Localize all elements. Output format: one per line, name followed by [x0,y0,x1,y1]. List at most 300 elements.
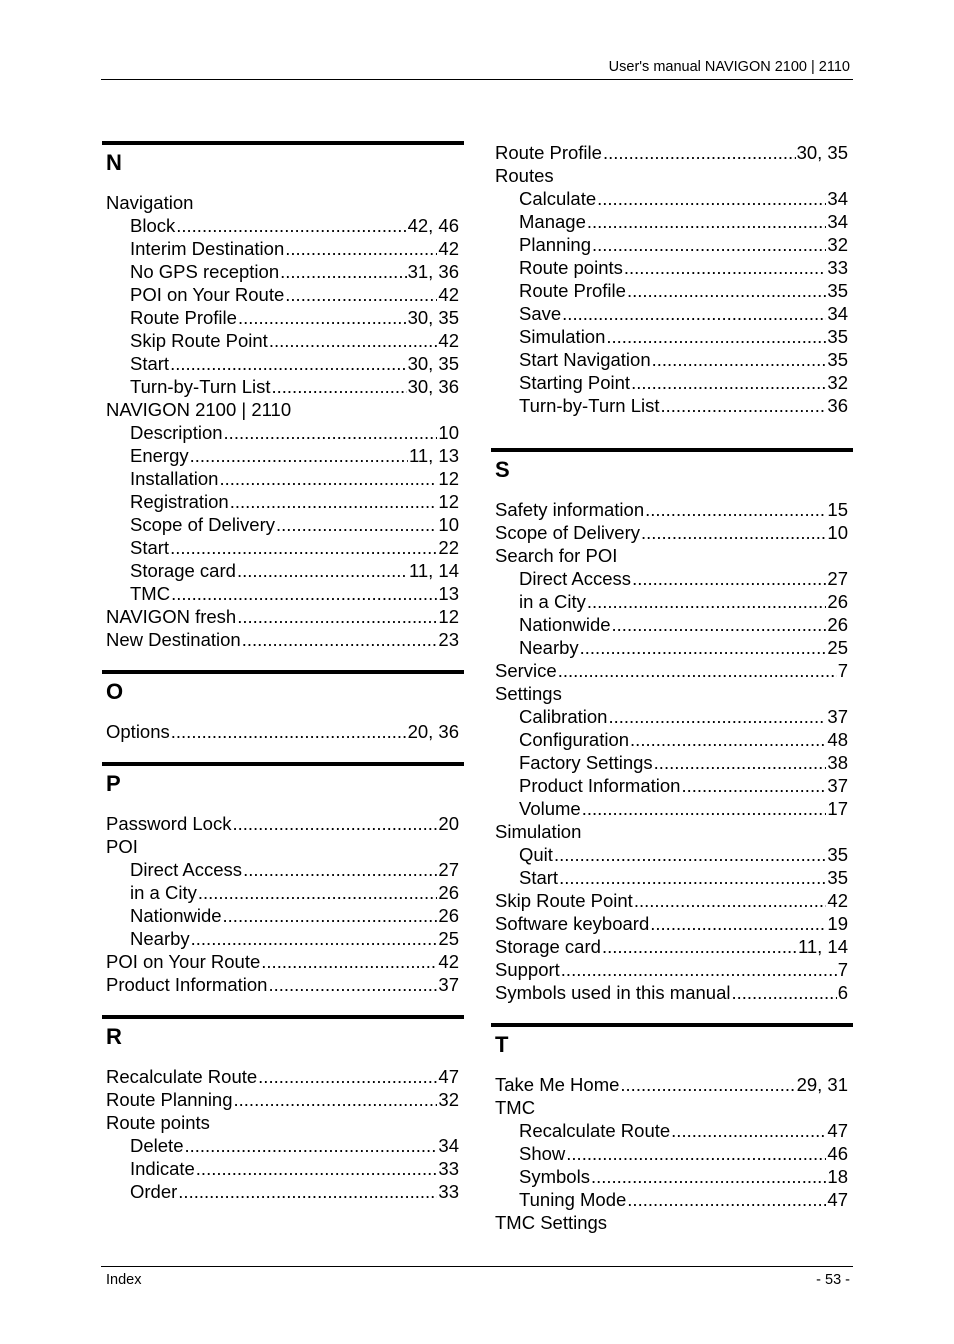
dot-leader [631,371,826,394]
index-page-ref: 25 [438,928,459,949]
index-subentry [102,582,464,605]
dot-leader [170,352,406,375]
index-page-ref: 32 [827,372,848,393]
index-subentry [102,237,464,260]
index-term: Direct Access [519,568,632,589]
index-term: Product Information [519,775,681,796]
index-subentry [491,797,853,820]
index-subentry [102,927,464,950]
index-page-ref: 33 [827,257,848,278]
index-subentry [491,302,853,325]
index-term: POI on Your Route [130,284,285,305]
dot-leader [627,1188,826,1211]
dot-leader [184,1134,437,1157]
index-subentry [491,843,853,866]
index-page-ref: 11, 14 [408,560,459,581]
index-page-ref: 11, 13 [408,445,459,466]
dot-leader [591,1165,826,1188]
index-term: NAVIGON fresh [106,606,237,627]
index-term: Quit [519,844,553,865]
index-term: No GPS reception [130,261,280,282]
index-page-ref: 32 [438,1089,459,1110]
index-term: Skip Route Point [495,890,633,911]
dot-leader [661,394,827,417]
dot-leader [269,329,438,352]
index-term: Software keyboard [495,913,650,934]
index-page-ref: 35 [827,280,848,301]
index-page-ref: 35 [827,349,848,370]
index-entry [491,889,853,912]
index-page-ref: 37 [827,706,848,727]
index-entry [491,544,853,567]
index-term: Planning [519,234,592,255]
dot-leader [602,935,797,958]
index-subentry [491,751,853,774]
dot-leader [566,1142,826,1165]
dot-leader [592,233,826,256]
index-subentry [102,306,464,329]
dot-leader [234,1088,438,1111]
index-term: TMC Settings [495,1212,608,1233]
index-entry [491,1211,853,1234]
index-term: Safety information [495,499,645,520]
index-page-ref: 31, 36 [407,261,459,282]
dot-leader [554,843,826,866]
dot-leader [196,1157,438,1180]
header-divider [101,79,853,80]
index-term: Routes [495,165,554,186]
index-subentry [491,866,853,889]
index-term: Storage card [130,560,236,581]
index-entry [491,164,853,187]
index-term: Description [130,422,223,443]
index-letter-section [102,1015,464,1203]
index-entry [491,912,853,935]
index-subentry [102,559,464,582]
index-page-ref: 34 [438,1135,459,1156]
index-term: Symbols used in this manual [495,982,731,1003]
index-term: Starting Point [519,372,631,393]
index-entry [102,398,464,421]
index-page-ref: 27 [827,568,848,589]
index-page-ref: 20 [438,813,459,834]
index-subentry [102,536,464,559]
dot-leader [285,283,437,306]
footer-section-label: Index [106,1272,142,1288]
index-entry-list [102,177,464,651]
index-entry [491,141,853,164]
index-page-ref: 37 [827,775,848,796]
index-page-ref: 33 [438,1181,459,1202]
index-page-ref: 42 [438,951,459,972]
index-page-ref: 42 [438,284,459,305]
index-subentry [491,348,853,371]
dot-leader [603,141,796,164]
index-letter-heading: T [491,1023,853,1059]
index-term: Scope of Delivery [495,522,640,543]
index-page-ref: 34 [827,303,848,324]
index-term: Nationwide [130,905,222,926]
dot-leader [632,567,826,590]
index-entry-list [102,706,464,743]
index-entry [102,191,464,214]
index-term: Simulation [519,326,606,347]
index-term: Turn-by-Turn List [130,376,271,397]
index-term: Turn-by-Turn List [519,395,660,416]
index-page-ref: 30, 35 [796,142,848,163]
dot-leader [272,375,407,398]
index-letter-heading: N [102,141,464,177]
index-subentry [102,1180,464,1203]
index-page-ref: 42 [827,890,848,911]
index-page-ref: 34 [827,188,848,209]
index-term: Take Me Home [495,1074,620,1095]
dot-leader [654,751,827,774]
dot-leader [285,237,437,260]
index-entry [102,1088,464,1111]
index-subentry [102,329,464,352]
index-entry [102,812,464,835]
index-page-ref: 36 [827,395,848,416]
index-letter-heading: O [102,670,464,706]
dot-leader [170,536,437,559]
index-term: Nearby [130,928,190,949]
index-subentry [102,1134,464,1157]
index-entry-list [491,1059,853,1234]
index-term: Delete [130,1135,184,1156]
index-subentry [102,467,464,490]
index-subentry [491,613,853,636]
dot-leader [178,1180,437,1203]
index-subentry [491,728,853,751]
index-page-ref: 26 [438,905,459,926]
index-term: Support [495,959,560,980]
index-term: Direct Access [130,859,243,880]
index-page-ref: 35 [827,326,848,347]
index-term: Nationwide [519,614,611,635]
index-subentry [102,904,464,927]
index-page-ref: 27 [438,859,459,880]
dot-leader [645,498,826,521]
index-term: Volume [519,798,581,819]
index-term: Interim Destination [130,238,285,259]
index-letter-section [491,448,853,1004]
index-term: TMC [130,583,171,604]
index-page-ref: 7 [837,959,848,980]
index-subentry [491,1142,853,1165]
index-entry [102,628,464,651]
index-term: Settings [495,683,562,704]
page-header-title: User's manual NAVIGON 2100 | 2110 [608,59,850,75]
index-subentry [491,233,853,256]
dot-leader [276,513,437,536]
index-entry [491,1073,853,1096]
dot-leader [191,927,438,950]
index-page-ref: 35 [827,844,848,865]
index-letter-section [491,1023,853,1234]
index-term: Start [130,537,170,558]
index-term: Simulation [495,821,582,842]
index-entry [491,820,853,843]
index-subentry [102,260,464,283]
index-page-ref: 38 [827,752,848,773]
index-column-left [102,141,464,1203]
index-subentry [491,279,853,302]
dot-leader [237,605,437,628]
index-term: Indicate [130,1158,195,1179]
index-page-ref: 47 [438,1066,459,1087]
index-term: Search for POI [495,545,618,566]
index-term: Symbols [519,1166,590,1187]
index-entry [491,521,853,544]
index-continued-list [491,141,853,417]
dot-leader [624,256,827,279]
index-term: Route points [106,1112,210,1133]
dot-leader [176,214,406,237]
index-page-ref: 47 [827,1120,848,1141]
index-subentry [491,636,853,659]
index-subentry [102,858,464,881]
index-term: Nearby [519,637,579,658]
index-entry [491,981,853,1004]
index-entry [491,1096,853,1119]
index-term: Energy [130,445,189,466]
index-entry [491,659,853,682]
dot-leader [641,521,826,544]
index-term: Configuration [519,729,630,750]
index-term: Password Lock [106,813,232,834]
index-page-ref: 15 [827,499,848,520]
dot-leader [562,302,826,325]
index-subentry [491,1165,853,1188]
index-entry-list [491,484,853,1004]
index-letter-heading: P [102,762,464,798]
dot-leader [224,421,438,444]
index-term: Service [495,660,557,681]
index-page-ref: 10 [438,514,459,535]
dot-leader [223,904,438,927]
index-page-ref: 30, 36 [407,376,459,397]
dot-leader [243,858,437,881]
index-term: Factory Settings [519,752,653,773]
index-page-ref: 48 [827,729,848,750]
index-letter-section [102,141,464,651]
dot-leader [230,490,438,513]
dot-leader [731,981,836,1004]
index-page-ref: 22 [438,537,459,558]
index-entry [102,1065,464,1088]
index-entry [102,835,464,858]
index-term: TMC [495,1097,536,1118]
index-page-ref: 47 [827,1189,848,1210]
index-entry [491,498,853,521]
dot-leader [612,613,827,636]
index-page-ref: 29, 31 [796,1074,848,1095]
index-term: NAVIGON 2100 | 2110 [106,399,292,420]
index-subentry [491,590,853,613]
index-term: POI on Your Route [106,951,261,972]
dot-leader [232,812,437,835]
index-term: Tuning Mode [519,1189,627,1210]
dot-leader [587,210,827,233]
index-page-ref: 26 [827,614,848,635]
index-page-ref: 13 [438,583,459,604]
dot-leader [627,279,826,302]
index-subentry [102,214,464,237]
dot-leader [608,705,826,728]
index-subentry [491,1119,853,1142]
index-term: Registration [130,491,229,512]
index-subentry [491,394,853,417]
index-page-ref: 42, 46 [407,215,459,236]
dot-leader [580,636,827,659]
index-term: Storage card [495,936,601,957]
index-subentry [102,375,464,398]
index-page-ref: 10 [438,422,459,443]
index-page-ref: 26 [438,882,459,903]
index-entry [102,973,464,996]
index-entry [491,682,853,705]
index-page-ref: 12 [438,491,459,512]
dot-leader [280,260,406,283]
index-page-ref: 17 [827,798,848,819]
dot-leader [587,590,827,613]
dot-leader [242,628,438,651]
index-term: Route Profile [495,142,602,163]
dot-leader [258,1065,437,1088]
index-term: Product Information [106,974,268,995]
dot-leader [681,774,826,797]
index-term: Skip Route Point [130,330,268,351]
dot-leader [606,325,826,348]
dot-leader [634,889,827,912]
page-number: - 53 - [816,1272,850,1288]
index-page-ref: 7 [837,660,848,681]
index-page-ref: 33 [438,1158,459,1179]
index-subentry [102,513,464,536]
dot-leader [630,728,826,751]
index-letter-heading: S [491,448,853,484]
index-term: Start Navigation [519,349,651,370]
index-subentry [491,1188,853,1211]
index-letter-section [102,762,464,996]
index-subentry [491,256,853,279]
index-page-ref: 42 [438,330,459,351]
index-subentry [491,371,853,394]
dot-leader [198,881,438,904]
dot-leader [671,1119,826,1142]
dot-leader [558,659,837,682]
index-page-ref: 18 [827,1166,848,1187]
index-page-ref: 10 [827,522,848,543]
index-term: Order [130,1181,178,1202]
dot-leader [261,950,437,973]
index-entry [102,720,464,743]
index-page-ref: 42 [438,238,459,259]
index-term: Start [519,867,559,888]
index-subentry [102,352,464,375]
index-letter-section [102,670,464,743]
index-subentry [491,325,853,348]
index-term: Route Profile [519,280,626,301]
index-entry-list [102,1051,464,1203]
footer-divider [101,1266,853,1267]
index-term: Calculate [519,188,597,209]
dot-leader [219,467,437,490]
index-subentry [102,421,464,444]
index-page-ref: 12 [438,468,459,489]
index-page-ref: 11, 14 [797,936,848,957]
index-term: Route Profile [130,307,237,328]
index-term: Recalculate Route [106,1066,258,1087]
index-term: in a City [130,882,197,903]
index-page-ref: 26 [827,591,848,612]
index-page-ref: 30, 35 [407,307,459,328]
index-entry [491,935,853,958]
index-page-ref: 19 [827,913,848,934]
index-term: Start [130,353,170,374]
index-term: Scope of Delivery [130,514,275,535]
index-term: Installation [130,468,219,489]
index-entry [102,605,464,628]
index-subentry [102,490,464,513]
dot-leader [171,582,437,605]
index-term: in a City [519,591,586,612]
index-term: Save [519,303,562,324]
index-term: Calibration [519,706,608,727]
index-page-ref: 34 [827,211,848,232]
index-entry-list [102,798,464,996]
dot-leader [559,866,826,889]
index-subentry [491,567,853,590]
index-subentry [491,187,853,210]
index-letter-heading: R [102,1015,464,1051]
index-subentry [102,283,464,306]
index-term: Recalculate Route [519,1120,671,1141]
index-page-ref: 23 [438,629,459,650]
dot-leader [238,306,407,329]
dot-leader [652,348,827,371]
index-subentry [102,881,464,904]
index-page-ref: 25 [827,637,848,658]
index-page-ref: 46 [827,1143,848,1164]
index-page-ref: 20, 36 [407,721,459,742]
dot-leader [650,912,826,935]
dot-leader [171,720,407,743]
index-term: Route Planning [106,1089,233,1110]
index-subentry [102,1157,464,1180]
dot-leader [268,973,437,996]
index-entry [102,950,464,973]
index-page-ref: 35 [827,867,848,888]
index-subentry [491,210,853,233]
index-column-right [491,141,853,1234]
index-term: POI [106,836,138,857]
index-term: Route points [519,257,623,278]
dot-leader [620,1073,795,1096]
index-entry [102,1111,464,1134]
index-page-ref: 6 [837,982,848,1003]
index-subentry [491,774,853,797]
dot-leader [582,797,827,820]
index-term: New Destination [106,629,241,650]
index-term: Options [106,721,170,742]
dot-leader [597,187,826,210]
index-term: Navigation [106,192,194,213]
index-subentry [491,705,853,728]
index-subentry [102,444,464,467]
index-term: Show [519,1143,566,1164]
